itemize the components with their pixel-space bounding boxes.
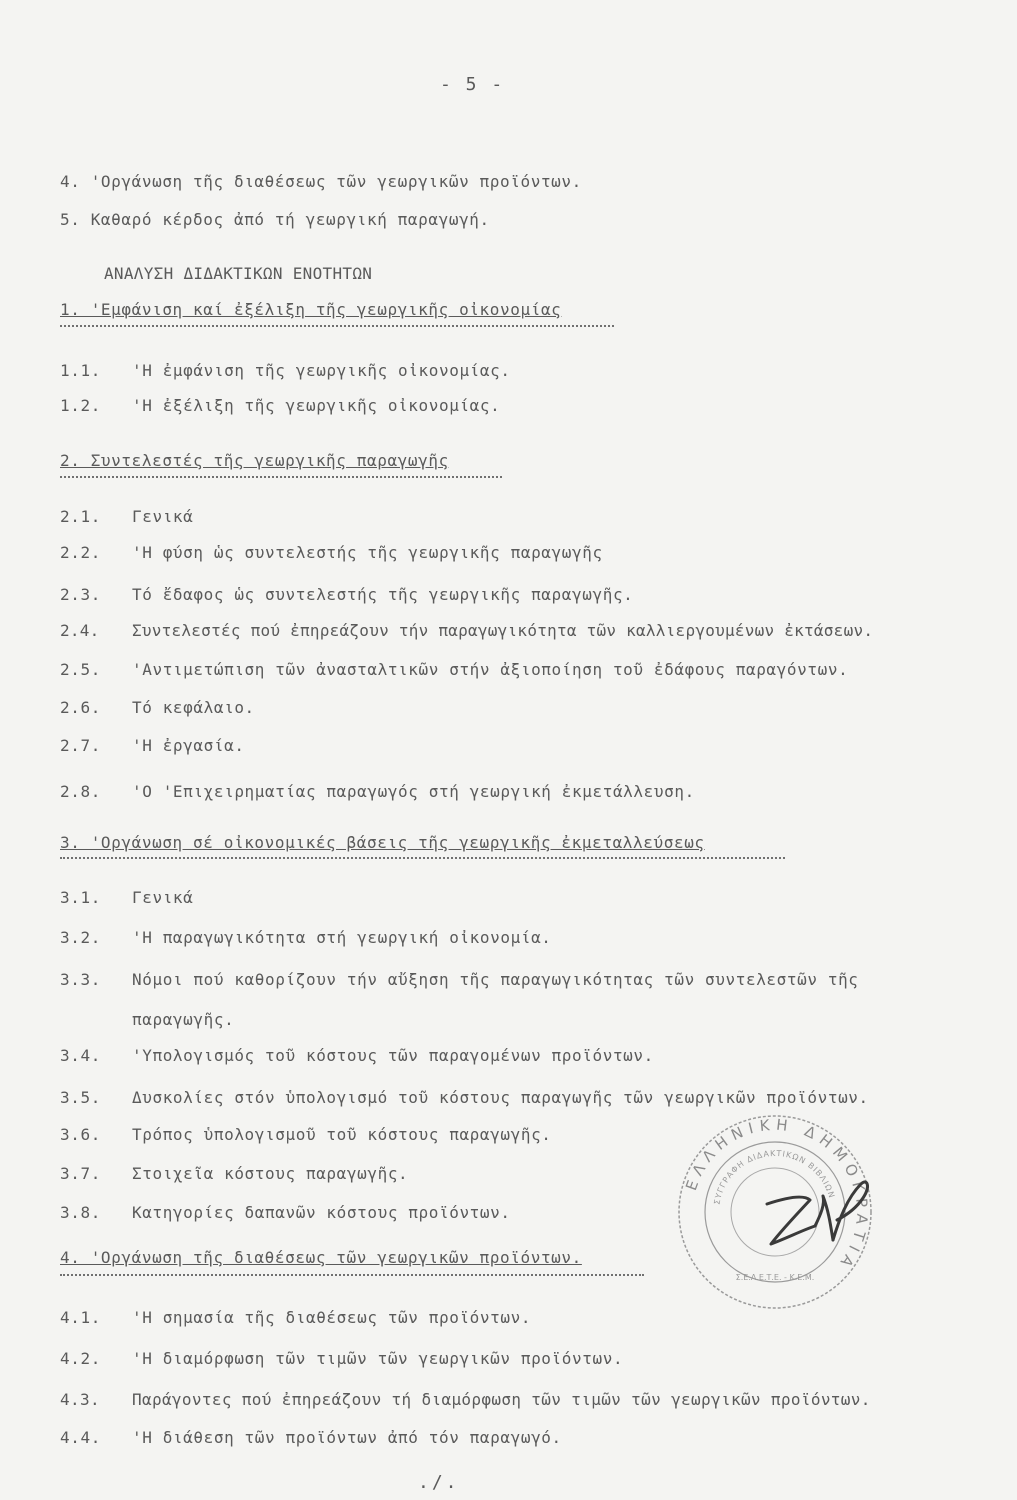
item-3-1: 3.1. Γενικά [60,888,194,907]
continuation-mark: ./. [418,1472,460,1493]
section-4-heading: 4. 'Οργάνωση τῆς διαθέσεως τῶν γεωργικῶν προϊόντων. [60,1248,582,1267]
item-3-7: 3.7. Στοιχεῖα κόστους παραγωγῆς. [60,1164,409,1183]
item-2-2: 2.2. 'Η φύση ὡς συντελεστής τῆς γεωργικῆς παραγωγῆς [60,543,603,562]
item-4-2: 4.2. 'Η διαμόρφωση τῶν τιμῶν τῶν γεωργικῶν προϊόντων. [60,1349,624,1368]
official-stamp [675,1112,875,1312]
section-3-divider [60,857,785,859]
item-2-7: 2.7. 'Η ἐργασία. [60,736,245,755]
item-3-8: 3.8. Κατηγορίες δαπανῶν κόστους προϊόντων. [60,1203,511,1222]
stamp-inner-text: ΣΥΓΓΡΑΦΗ ΔΙΔΑΚΤΙΚΩΝ ΒΙΒΛΙΩΝ [712,1148,837,1206]
item-1-1: 1.1. 'Η ἐμφάνιση τῆς γεωργικῆς οἰκονομίας. [60,361,511,380]
item-2-6: 2.6. Τό κεφάλαιο. [60,698,255,717]
item-4-4: 4.4. 'Η διάθεση τῶν προϊόντων ἀπό τόν παραγωγό. [60,1428,562,1447]
section-3-heading: 3. 'Οργάνωση σέ οἰκονομικές βάσεις τῆς γεωργικῆς ἐκμεταλλεύσεως [60,833,705,852]
item-2-5: 2.5. 'Αντιμετώπιση τῶν ἀνασταλτικῶν στήν ἀξιοποίηση τοῦ ἐδάφους παραγόντων. [60,660,849,679]
item-3-5: 3.5. Δυσκολίες στόν ὑπολογισμό τοῦ κόστους παραγωγῆς τῶν γεωργικῶν προϊόντων. [60,1088,869,1107]
item-1-2: 1.2. 'Η ἐξέλιξη τῆς γεωργικῆς οἰκονομίας. [60,396,501,415]
item-3-2: 3.2. 'Η παραγωγικότητα στή γεωργική οἰκονομία. [60,928,552,947]
section-2-heading: 2. Συντελεστές τῆς γεωργικῆς παραγωγῆς [60,451,449,470]
section-4-divider [60,1274,644,1276]
item-2-3: 2.3. Τό ἔδαφος ὡς συντελεστής τῆς γεωργικῆς παραγωγῆς. [60,585,634,604]
item-2-4: 2.4. Συντελεστές πού ἐπηρεάζουν τήν παραγωγικότητα τῶν καλλιεργουμένων ἐκτάσεων. [60,621,874,640]
item-2-8: 2.8. 'Ο 'Επιχειρηματίας παραγωγός στή γεωργική ἐκμετάλλευση. [60,782,695,801]
stamp-outer-text: ΕΛΛΗΝΙΚΗ ΔΗΜΟΚΡΑΤΙΑ [682,1115,872,1276]
item-3-3-continuation: παραγωγῆς. [132,1010,235,1029]
intro-line-2: 5. Καθαρό κέρδος ἀπό τή γεωργική παραγωγή. [60,210,490,229]
section-1-heading: 1. 'Εμφάνιση καί ἐξέλιξη τῆς γεωργικῆς οἰκονομίας [60,300,562,319]
item-3-4: 3.4. 'Υπολογισμός τοῦ κόστους τῶν παραγομένων προϊόντων. [60,1046,654,1065]
item-2-1: 2.1. Γενικά [60,507,194,526]
item-4-3: 4.3. Παράγοντες πού ἐπηρεάζουν τή διαμόρφωση τῶν τιμῶν τῶν γεωργικῶν προϊόντων. [60,1390,871,1409]
section-1-divider [60,325,614,327]
item-3-6: 3.6. Τρόπος ὑπολογισμοῦ τοῦ κόστους παραγωγῆς. [60,1125,552,1144]
stamp-bottom-text: Σ.Ε.Λ.Ε.Τ.Ε. - Κ.Ε.Μ. [735,1273,815,1282]
item-4-1: 4.1. 'Η σημασία τῆς διαθέσεως τῶν προϊόντων. [60,1308,532,1327]
page-number: - 5 - [440,74,505,95]
intro-line-1: 4. 'Οργάνωση τῆς διαθέσεως τῶν γεωργικῶν προϊόντων. [60,172,582,191]
section-2-divider [60,476,502,478]
section-title-analysis: ΑΝΑΛΥΣΗ ΔΙΔΑΚΤΙΚΩΝ ΕΝΟΤΗΤΩΝ [104,264,373,283]
item-3-3: 3.3. Νόμοι πού καθορίζουν τήν αὔξηση τῆς παραγωγικότητας τῶν συντελεστῶν τῆς [60,970,859,989]
